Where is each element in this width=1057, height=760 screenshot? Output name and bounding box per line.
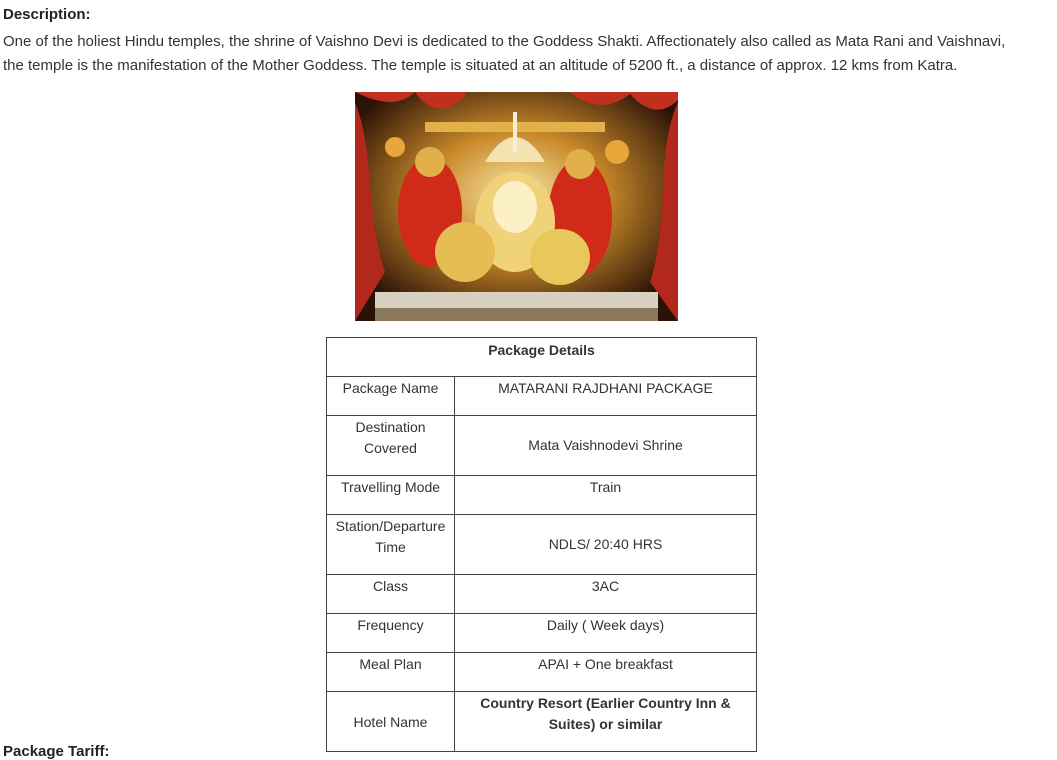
row-value: Daily ( Week days) (455, 614, 757, 653)
table-row (327, 692, 757, 752)
table-row (327, 575, 757, 614)
table-row (327, 476, 757, 515)
description-text (3, 30, 1057, 78)
row-value: Train (455, 476, 757, 515)
row-label: Class (327, 575, 455, 614)
row-value: 3AC (455, 575, 757, 614)
package-tariff-heading: Package Tariff: (3, 743, 110, 760)
table-row (327, 515, 757, 575)
row-label: Destination Covered (327, 416, 455, 476)
table-row (327, 416, 757, 476)
description-line-2: the temple is the manifestation of the Mother Goddess. The temple is situated at an altitude of 5200 ft., a distance of approx. 12 kms from Katra. (3, 57, 958, 74)
package-details-table (326, 337, 757, 752)
row-label: Package Name (327, 377, 455, 416)
table-row (327, 377, 757, 416)
row-value: Country Resort (Earlier Country Inn & Suites) or similar (455, 692, 757, 752)
row-label: Hotel Name (327, 692, 455, 752)
row-label: Meal Plan (327, 653, 455, 692)
table-title: Package Details (327, 338, 757, 377)
row-value: MATARANI RAJDHANI PACKAGE (455, 377, 757, 416)
row-value: APAI + One breakfast (455, 653, 757, 692)
description-heading: Description: (3, 6, 91, 23)
description-line-1: One of the holiest Hindu temples, the shrine of Vaishno Devi is dedicated to the Goddess Shakti. Affectionately also called as Mata Rani and Vaishnavi, (3, 33, 1006, 50)
row-label: Station/Departure Time (327, 515, 455, 575)
row-value: NDLS/ 20:40 HRS (455, 515, 757, 575)
row-value: Mata Vaishnodevi Shrine (455, 416, 757, 476)
table-row (327, 614, 757, 653)
row-label: Frequency (327, 614, 455, 653)
shrine-illustration (355, 92, 678, 321)
table-row (327, 653, 757, 692)
row-label: Travelling Mode (327, 476, 455, 515)
shrine-image (355, 92, 678, 321)
